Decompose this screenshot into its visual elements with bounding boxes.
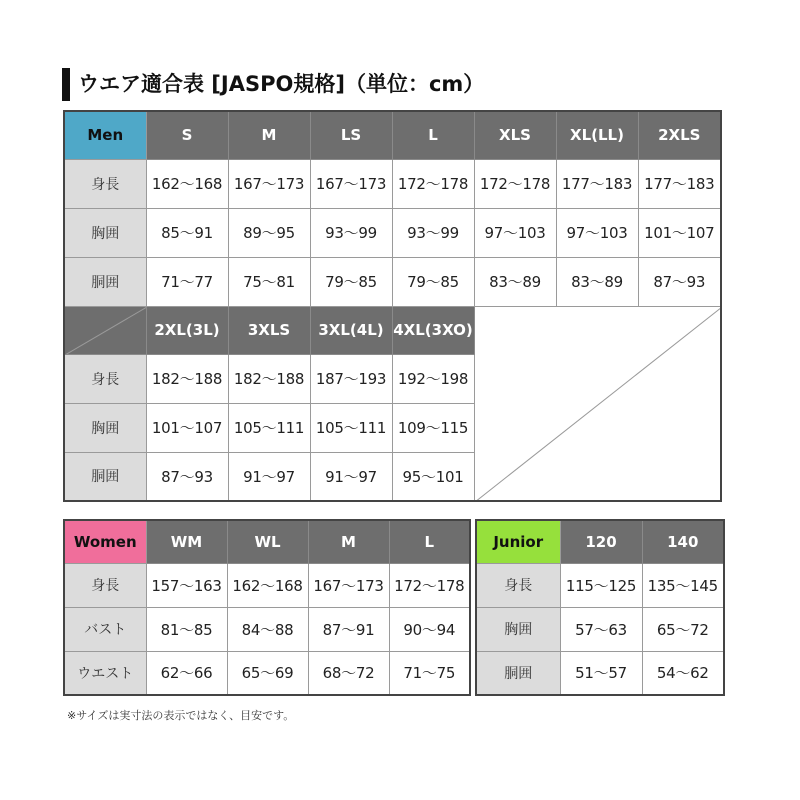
table-cell: 51～57 — [560, 651, 642, 695]
table-cell: 182～188 — [146, 354, 228, 403]
men-size-table — [63, 110, 722, 502]
table-cell: 85～91 — [146, 208, 228, 257]
table-cell: 101～107 — [638, 208, 721, 257]
diagonal-corner-cell — [64, 306, 146, 354]
women-size-table — [63, 519, 471, 696]
table-cell: 87～91 — [308, 607, 389, 651]
row-label-waist: 胴囲 — [64, 257, 146, 306]
men-size-header: M — [228, 111, 310, 159]
table-cell: 167～173 — [308, 563, 389, 607]
table-cell: 71～75 — [389, 651, 470, 695]
table-cell: 157～163 — [146, 563, 227, 607]
table-cell: 68～72 — [308, 651, 389, 695]
table-cell: 105～111 — [310, 403, 392, 452]
row-label-bust: バスト — [64, 607, 146, 651]
empty-diagonal-line — [475, 307, 722, 502]
table-cell: 115～125 — [560, 563, 642, 607]
women-size-header: L — [389, 520, 470, 563]
row-label-waist: 胴囲 — [476, 651, 560, 695]
table-cell: 167～173 — [228, 159, 310, 208]
table-cell: 101～107 — [146, 403, 228, 452]
table-cell: 97～103 — [474, 208, 556, 257]
table-cell: 84～88 — [227, 607, 308, 651]
table-cell: 54～62 — [642, 651, 724, 695]
junior-size-table — [475, 519, 725, 696]
row-label-height: 身長 — [64, 563, 146, 607]
men-size-header: XL(LL) — [556, 111, 638, 159]
table-cell: 182～188 — [228, 354, 310, 403]
table-cell: 79～85 — [392, 257, 474, 306]
women-size-header: M — [308, 520, 389, 563]
junior-size-header: 140 — [642, 520, 724, 563]
table-cell: 91～97 — [228, 452, 310, 501]
table-cell: 89～95 — [228, 208, 310, 257]
table-cell: 83～89 — [474, 257, 556, 306]
table-cell: 172～178 — [392, 159, 474, 208]
table-cell: 187～193 — [310, 354, 392, 403]
table-cell: 71～77 — [146, 257, 228, 306]
table-cell: 87～93 — [146, 452, 228, 501]
table-cell: 105～111 — [228, 403, 310, 452]
table-cell: 81～85 — [146, 607, 227, 651]
table-cell: 62～66 — [146, 651, 227, 695]
junior-category-label: Junior — [476, 520, 560, 563]
men-size-header: 4XL(3XO) — [392, 306, 474, 354]
men-size-header: 2XL(3L) — [146, 306, 228, 354]
table-cell: 65～72 — [642, 607, 724, 651]
women-size-header: WM — [146, 520, 227, 563]
row-label-height: 身長 — [64, 354, 146, 403]
men-size-header: L — [392, 111, 474, 159]
women-category-label: Women — [64, 520, 146, 563]
women-size-header: WL — [227, 520, 308, 563]
table-cell: 79～85 — [310, 257, 392, 306]
row-label-chest: 胸囲 — [476, 607, 560, 651]
row-label-waist: 胴囲 — [64, 452, 146, 501]
table-cell: 65～69 — [227, 651, 308, 695]
title-accent-bar — [62, 68, 70, 101]
men-size-header: XLS — [474, 111, 556, 159]
empty-diagonal-block — [474, 306, 721, 501]
table-cell: 83～89 — [556, 257, 638, 306]
men-size-header: 3XLS — [228, 306, 310, 354]
table-cell: 91～97 — [310, 452, 392, 501]
row-label-height: 身長 — [476, 563, 560, 607]
table-cell: 162～168 — [146, 159, 228, 208]
junior-size-header: 120 — [560, 520, 642, 563]
table-cell: 57～63 — [560, 607, 642, 651]
men-size-header: 3XL(4L) — [310, 306, 392, 354]
row-label-chest: 胸囲 — [64, 403, 146, 452]
men-size-header: LS — [310, 111, 392, 159]
table-cell: 95～101 — [392, 452, 474, 501]
table-cell: 75～81 — [228, 257, 310, 306]
table-cell: 172～178 — [474, 159, 556, 208]
table-cell: 87～93 — [638, 257, 721, 306]
page-title: ウエア適合表 [JASPO規格]（単位：cm） — [78, 72, 485, 96]
table-cell: 192～198 — [392, 354, 474, 403]
men-size-header: 2XLS — [638, 111, 721, 159]
table-cell: 177～183 — [556, 159, 638, 208]
table-cell: 172～178 — [389, 563, 470, 607]
row-label-height: 身長 — [64, 159, 146, 208]
table-cell: 93～99 — [392, 208, 474, 257]
footnote: ※サイズは実寸法の表示ではなく、目安です。 — [67, 709, 295, 722]
men-category-label: Men — [64, 111, 146, 159]
table-cell: 162～168 — [227, 563, 308, 607]
table-cell: 167～173 — [310, 159, 392, 208]
row-label-chest: 胸囲 — [64, 208, 146, 257]
table-cell: 177～183 — [638, 159, 721, 208]
table-cell: 109～115 — [392, 403, 474, 452]
table-cell: 135～145 — [642, 563, 724, 607]
diagonal-line — [65, 307, 146, 355]
table-cell: 90～94 — [389, 607, 470, 651]
men-size-header: S — [146, 111, 228, 159]
table-cell: 97～103 — [556, 208, 638, 257]
row-label-waist: ウエスト — [64, 651, 146, 695]
table-cell: 93～99 — [310, 208, 392, 257]
